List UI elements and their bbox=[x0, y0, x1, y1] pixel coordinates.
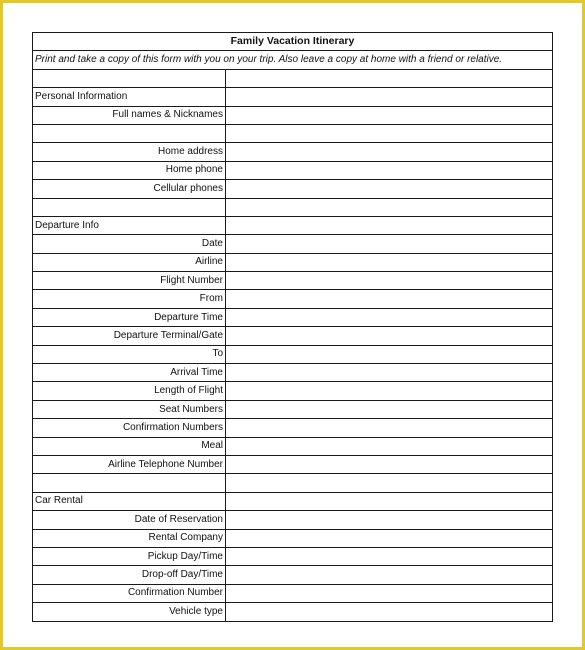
blank-cell bbox=[33, 198, 226, 216]
field-input-to[interactable] bbox=[226, 345, 553, 363]
field-label-departure-terminal-gate: Departure Terminal/Gate bbox=[33, 327, 226, 345]
field-input-home-phone[interactable] bbox=[226, 161, 553, 179]
field-label-length-of-flight: Length of Flight bbox=[33, 382, 226, 400]
field-label-confirmation-numbers: Confirmation Numbers bbox=[33, 419, 226, 437]
itinerary-form-body bbox=[33, 33, 553, 622]
section-row bbox=[33, 492, 553, 510]
field-label-departure-time: Departure Time bbox=[33, 308, 226, 326]
form-title: Family Vacation Itinerary bbox=[33, 33, 553, 51]
field-input-home-address[interactable] bbox=[226, 143, 553, 161]
field-label-seat-numbers: Seat Numbers bbox=[33, 400, 226, 418]
blank-value-cell[interactable] bbox=[226, 69, 553, 87]
blank-row bbox=[33, 124, 553, 142]
title-row bbox=[33, 33, 553, 51]
section-heading-personal-information: Personal Information bbox=[33, 88, 226, 106]
field-label-airline-telephone-number: Airline Telephone Number bbox=[33, 455, 226, 473]
field-row bbox=[33, 382, 553, 400]
field-input-length-of-flight[interactable] bbox=[226, 382, 553, 400]
field-input-cellular-phones[interactable] bbox=[226, 180, 553, 198]
field-row bbox=[33, 364, 553, 382]
field-input-date[interactable] bbox=[226, 235, 553, 253]
field-label-to: To bbox=[33, 345, 226, 363]
field-row bbox=[33, 566, 553, 584]
blank-cell bbox=[33, 124, 226, 142]
field-row bbox=[33, 235, 553, 253]
field-row bbox=[33, 547, 553, 565]
field-row bbox=[33, 290, 553, 308]
field-label-from: From bbox=[33, 290, 226, 308]
field-input-arrival-time[interactable] bbox=[226, 364, 553, 382]
blank-value-cell[interactable] bbox=[226, 474, 553, 492]
blank-row bbox=[33, 69, 553, 87]
field-label-arrival-time: Arrival Time bbox=[33, 364, 226, 382]
field-label-rental-company: Rental Company bbox=[33, 529, 226, 547]
field-row bbox=[33, 455, 553, 473]
instructions-row bbox=[33, 51, 553, 69]
field-label-pickup-day-time: Pickup Day/Time bbox=[33, 547, 226, 565]
field-label-cellular-phones: Cellular phones bbox=[33, 180, 226, 198]
field-input-date-of-reservation[interactable] bbox=[226, 511, 553, 529]
field-label-meal: Meal bbox=[33, 437, 226, 455]
field-row bbox=[33, 603, 553, 621]
field-input-flight-number[interactable] bbox=[226, 272, 553, 290]
field-row bbox=[33, 161, 553, 179]
field-label-date: Date bbox=[33, 235, 226, 253]
field-input-seat-numbers[interactable] bbox=[226, 400, 553, 418]
field-label-airline: Airline bbox=[33, 253, 226, 271]
field-label-date-of-reservation: Date of Reservation bbox=[33, 511, 226, 529]
field-input-pickup-day-time[interactable] bbox=[226, 547, 553, 565]
field-row bbox=[33, 327, 553, 345]
field-row bbox=[33, 419, 553, 437]
field-label-full-names-nicknames: Full names & Nicknames bbox=[33, 106, 226, 124]
field-input-departure-terminal-gate[interactable] bbox=[226, 327, 553, 345]
field-row bbox=[33, 272, 553, 290]
field-row bbox=[33, 529, 553, 547]
field-input-vehicle-type[interactable] bbox=[226, 603, 553, 621]
field-input-rental-company[interactable] bbox=[226, 529, 553, 547]
field-label-flight-number: Flight Number bbox=[33, 272, 226, 290]
itinerary-form-table bbox=[32, 32, 553, 622]
field-row bbox=[33, 400, 553, 418]
field-label-home-address: Home address bbox=[33, 143, 226, 161]
field-input-meal[interactable] bbox=[226, 437, 553, 455]
field-label-confirmation-number: Confirmation Number bbox=[33, 584, 226, 602]
field-row bbox=[33, 106, 553, 124]
field-input-airline[interactable] bbox=[226, 253, 553, 271]
form-instructions: Print and take a copy of this form with you on your trip. Also leave a copy at home with a friend or relative. bbox=[33, 51, 553, 69]
field-row bbox=[33, 437, 553, 455]
section-value-cell[interactable] bbox=[226, 88, 553, 106]
field-input-airline-telephone-number[interactable] bbox=[226, 455, 553, 473]
section-row bbox=[33, 88, 553, 106]
blank-cell bbox=[33, 69, 226, 87]
field-input-departure-time[interactable] bbox=[226, 308, 553, 326]
field-row bbox=[33, 143, 553, 161]
field-label-drop-off-day-time: Drop-off Day/Time bbox=[33, 566, 226, 584]
field-row bbox=[33, 308, 553, 326]
field-input-confirmation-numbers[interactable] bbox=[226, 419, 553, 437]
field-row bbox=[33, 253, 553, 271]
field-label-home-phone: Home phone bbox=[33, 161, 226, 179]
section-heading-departure-info: Departure Info bbox=[33, 216, 226, 234]
field-row bbox=[33, 180, 553, 198]
field-row bbox=[33, 584, 553, 602]
blank-value-cell[interactable] bbox=[226, 198, 553, 216]
blank-cell bbox=[33, 474, 226, 492]
field-label-vehicle-type: Vehicle type bbox=[33, 603, 226, 621]
section-heading-car-rental: Car Rental bbox=[33, 492, 226, 510]
section-value-cell[interactable] bbox=[226, 216, 553, 234]
field-input-from[interactable] bbox=[226, 290, 553, 308]
field-row bbox=[33, 345, 553, 363]
field-input-full-names-nicknames[interactable] bbox=[226, 106, 553, 124]
blank-row bbox=[33, 474, 553, 492]
field-input-drop-off-day-time[interactable] bbox=[226, 566, 553, 584]
blank-value-cell[interactable] bbox=[226, 124, 553, 142]
section-row bbox=[33, 216, 553, 234]
blank-row bbox=[33, 198, 553, 216]
field-input-confirmation-number[interactable] bbox=[226, 584, 553, 602]
section-value-cell[interactable] bbox=[226, 492, 553, 510]
field-row bbox=[33, 511, 553, 529]
